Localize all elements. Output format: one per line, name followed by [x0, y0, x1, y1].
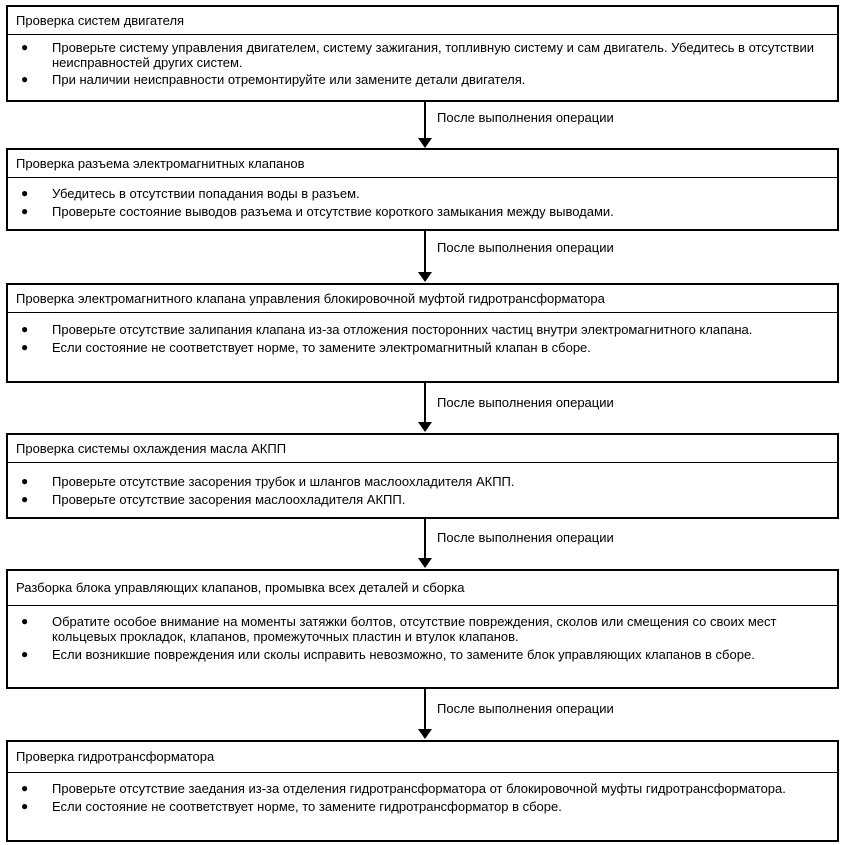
- connector-label: После выполнения операции: [437, 240, 614, 255]
- step-title-2: Проверка разъема электромагнитных клапанов: [8, 150, 837, 178]
- step-box-6: [6, 740, 839, 842]
- connector-line: [424, 383, 426, 423]
- bullet-icon: ●: [21, 647, 29, 661]
- step-body-1: [8, 35, 837, 87]
- step-body-5: [8, 606, 837, 662]
- bullet-icon: ●: [21, 72, 29, 86]
- step-box-3: [6, 283, 839, 383]
- bullet-icon: ●: [21, 322, 29, 336]
- connector-line: [424, 689, 426, 730]
- step-box-2: [6, 148, 839, 231]
- step-6-item-1: ● Проверьте отсутствие заедания из-за отделения гидротрансформатора от блокировочной муфты гидротрансформатора.: [21, 781, 786, 796]
- step-3-item-2: ● Если состояние не соответствует норме, то замените электромагнитный клапан в сборе.: [21, 340, 591, 355]
- connector-label: После выполнения операции: [437, 530, 614, 545]
- connector-line: [424, 102, 426, 139]
- bullet-icon: ●: [21, 614, 29, 628]
- connector-label: После выполнения операции: [437, 110, 614, 125]
- step-box-1: [6, 5, 839, 102]
- arrow-down-icon: [418, 558, 432, 568]
- step-1-item-2: ● При наличии неисправности отремонтируйте или замените детали двигателя.: [21, 72, 526, 87]
- step-2-item-2: ● Проверьте состояние выводов разъема и отсутствие короткого замыкания между выводами.: [21, 204, 614, 219]
- step-2-item-1: ● Убедитесь в отсутствии попадания воды в разъем.: [21, 186, 360, 201]
- connector-1: [0, 102, 846, 149]
- step-box-5: [6, 569, 839, 689]
- step-4-item-2: ● Проверьте отсутствие засорения маслоохладителя АКПП.: [21, 492, 406, 507]
- arrow-down-icon: [418, 272, 432, 282]
- connector-label: После выполнения операции: [437, 701, 614, 716]
- step-title-1: Проверка систем двигателя: [8, 7, 837, 35]
- connector-line: [424, 519, 426, 559]
- connector-2: [0, 231, 846, 283]
- arrow-down-icon: [418, 729, 432, 739]
- step-body-4: [8, 463, 837, 507]
- step-4-item-1: ● Проверьте отсутствие засорения трубок и шлангов маслоохладителя АКПП.: [21, 474, 515, 489]
- connector-4: [0, 519, 846, 569]
- step-5-item-1: ● Обратите особое внимание на моменты затяжки болтов, отсутствие повреждения, сколов или смещения со своих мест кольцевых прокладок, клапанов, промежуточных пластин и втулок клапанов.: [21, 614, 777, 644]
- bullet-icon: ●: [21, 799, 29, 813]
- step-3-item-1: ● Проверьте отсутствие залипания клапана из-за отложения посторонних частиц внутри электромагнитного клапана.: [21, 322, 753, 337]
- bullet-icon: ●: [21, 340, 29, 354]
- step-6-item-2: ● Если состояние не соответствует норме, то замените гидротрансформатор в сборе.: [21, 799, 562, 814]
- bullet-icon: ●: [21, 492, 29, 506]
- connector-label: После выполнения операции: [437, 395, 614, 410]
- step-box-4: [6, 433, 839, 519]
- step-title-6: Проверка гидротрансформатора: [8, 742, 837, 773]
- arrow-down-icon: [418, 422, 432, 432]
- step-title-4: Проверка системы охлаждения масла АКПП: [8, 435, 837, 463]
- bullet-icon: ●: [21, 474, 29, 488]
- arrow-down-icon: [418, 138, 432, 148]
- connector-line: [424, 231, 426, 273]
- step-body-6: [8, 773, 837, 814]
- bullet-icon: ●: [21, 204, 29, 218]
- connector-5: [0, 689, 846, 740]
- step-title-3: Проверка электромагнитного клапана управления блокировочной муфтой гидротрансформатора: [8, 285, 837, 313]
- connector-3: [0, 383, 846, 433]
- step-body-3: [8, 313, 837, 355]
- bullet-icon: ●: [21, 40, 29, 54]
- step-1-item-1: ● Проверьте систему управления двигателем, систему зажигания, топливную систему и сам двигатель. Убедитесь в отсутствии неисправностей других систем.: [21, 40, 815, 70]
- step-5-item-2: ● Если возникшие повреждения или сколы исправить невозможно, то замените блок управляющих клапанов в сборе.: [21, 647, 755, 662]
- bullet-icon: ●: [21, 781, 29, 795]
- bullet-icon: ●: [21, 186, 29, 200]
- step-body-2: [8, 178, 837, 219]
- step-title-5: Разборка блока управляющих клапанов, промывка всех деталей и сборка: [8, 571, 837, 606]
